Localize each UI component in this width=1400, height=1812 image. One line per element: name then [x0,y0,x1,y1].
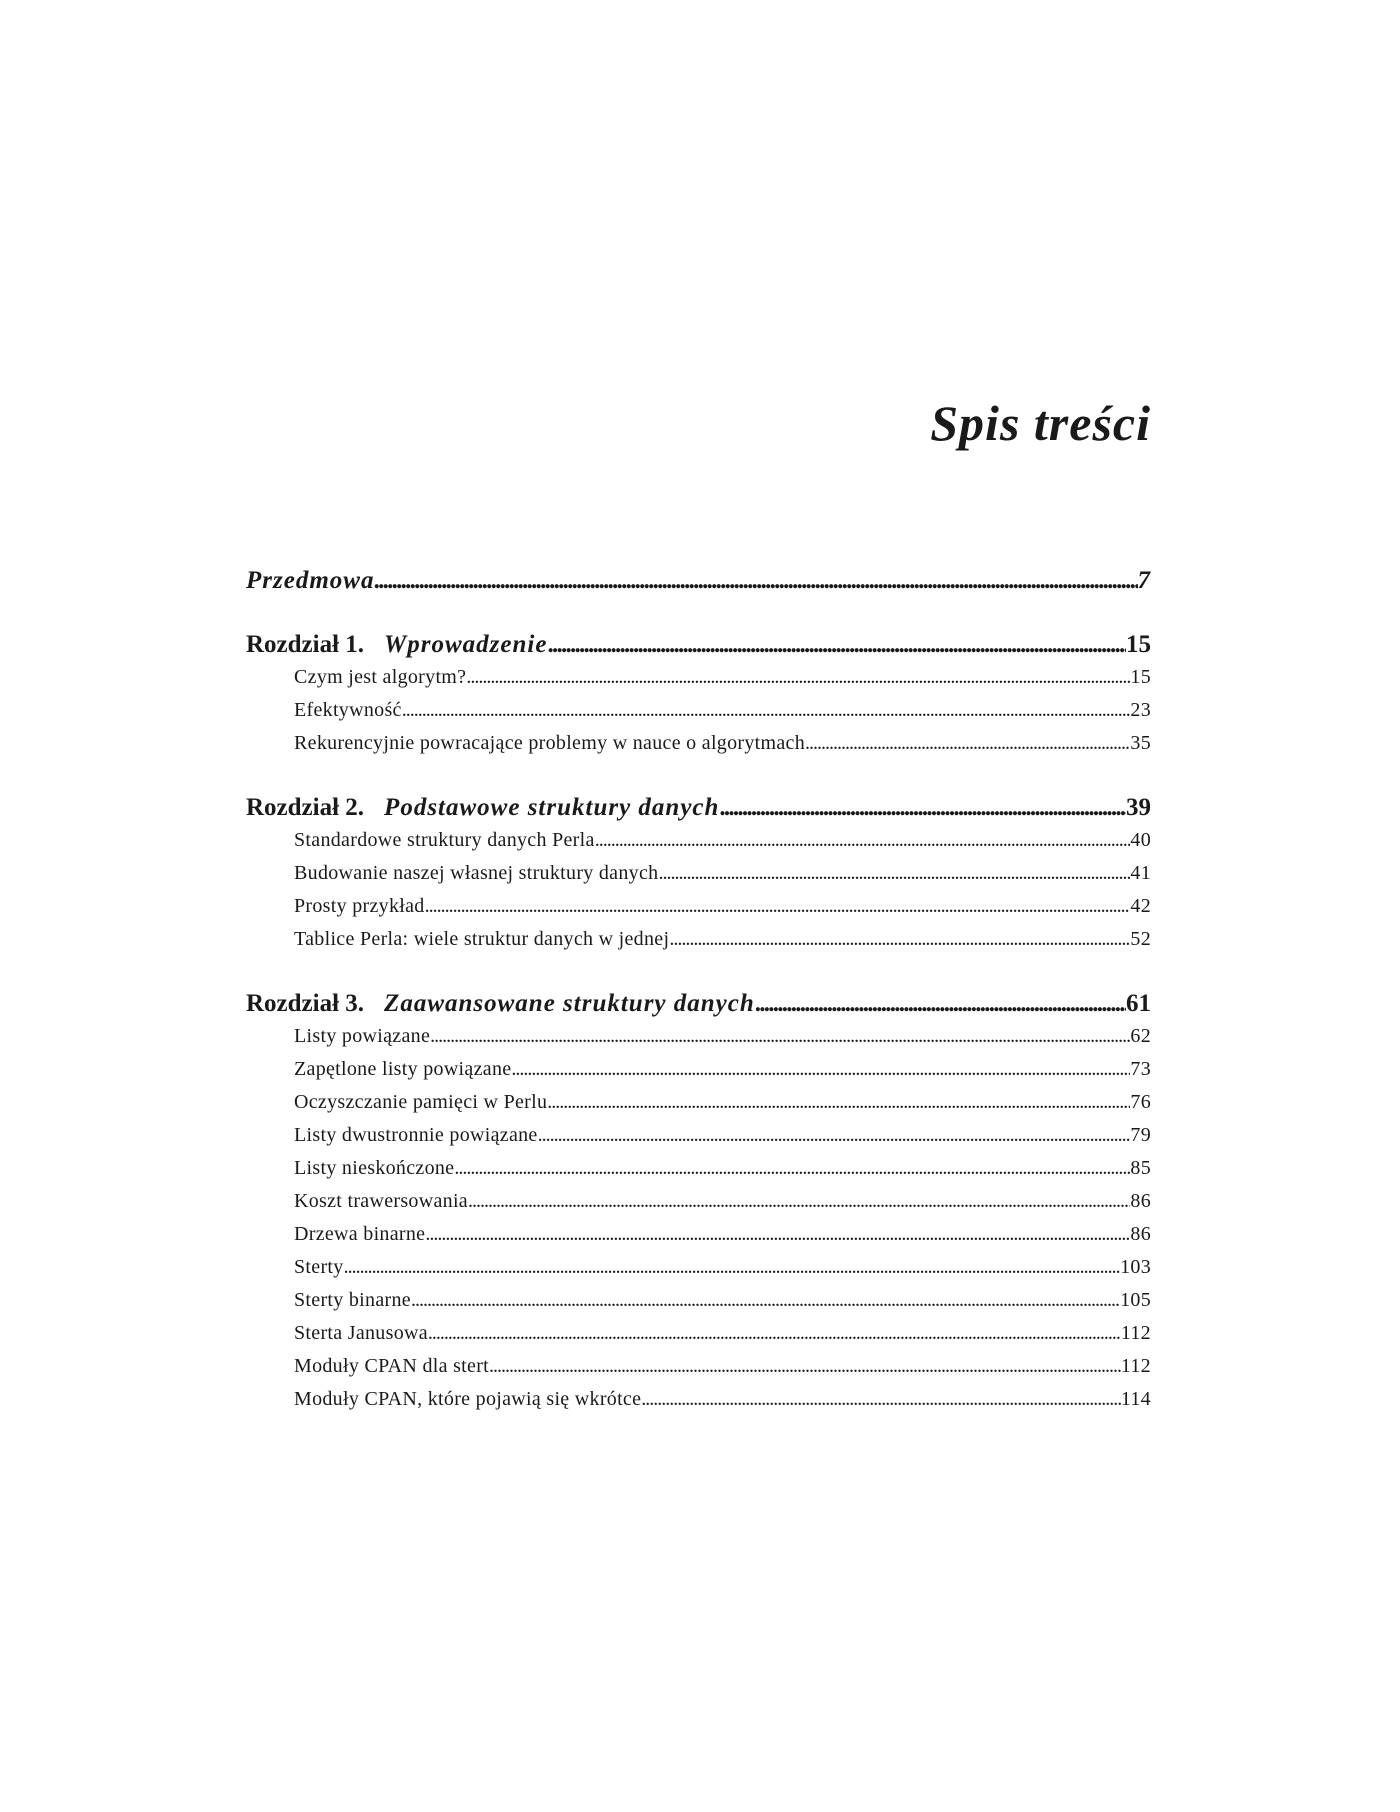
toc-entry-chapter[interactable] [246,791,1151,824]
toc-page-number: 40 [1130,829,1151,851]
toc-entry-label: Sterty [294,1256,344,1278]
toc-page-number: 86 [1130,1223,1151,1245]
toc-page-number: 76 [1130,1091,1151,1113]
toc-entry-label: Standardowe struktury danych Perla [294,829,595,851]
dot-leader [658,857,1130,890]
chapter-title: Podstawowe struktury danych [384,794,720,821]
toc-entry-section[interactable] [246,1284,1151,1317]
toc-page-number: 103 [1120,1256,1151,1278]
toc-entry-section[interactable] [246,923,1151,956]
toc-page-number: 35 [1130,732,1151,754]
toc-entry-label: Oczyszczanie pamięci w Perlu [294,1091,548,1113]
toc-page-number: 61 [1126,990,1151,1017]
toc-page-number: 23 [1130,699,1151,721]
toc-page-number: 15 [1130,666,1151,688]
toc-entry-label: Sterta Janusowa [294,1322,428,1344]
dot-leader [805,727,1130,760]
dot-leader [411,1284,1120,1317]
toc-entry-section[interactable] [246,1086,1151,1119]
toc-entry-label: Tablice Perla: wiele struktur danych w jednej [294,928,670,950]
dot-leader [454,1152,1130,1185]
toc-page-number: 105 [1120,1289,1151,1311]
page-title: Spis treści [930,395,1151,451]
toc-page-number: 86 [1130,1190,1151,1212]
toc-entry-section[interactable] [246,694,1151,727]
toc-page-number: 42 [1130,895,1151,917]
toc-entry-section[interactable] [246,1218,1151,1251]
toc-page-number: 85 [1130,1157,1151,1179]
toc-entry-label: Rekurencyjnie powracające problemy w nauce o algorytmach [294,732,806,754]
toc-page-number: 7 [1137,567,1151,594]
toc-entry-label: Prosty przykład [294,895,425,917]
dot-leader [595,824,1131,857]
toc-entry-label: Moduły CPAN dla stert [294,1355,490,1377]
toc-entry-section[interactable] [246,1185,1151,1218]
chapter-number: Rozdział 1. [246,631,365,658]
dot-leader [719,791,1126,824]
dot-leader [466,661,1130,694]
toc-entry-label: Czym jest algorytm? [294,666,467,688]
toc-entry-label: Sterty binarne [294,1289,411,1311]
toc-page-number: 62 [1130,1025,1151,1047]
dot-leader [374,564,1137,597]
toc-entry-section[interactable] [246,857,1151,890]
toc-entry-label: Zapętlone listy powiązane [294,1058,512,1080]
toc-entry-label: Budowanie naszej własnej struktury danych [294,862,659,884]
dot-leader [425,890,1131,923]
dot-leader [402,694,1131,727]
toc-page-number: 112 [1120,1322,1151,1344]
dot-leader [425,1218,1130,1251]
dot-leader [344,1251,1121,1284]
dot-leader [511,1053,1130,1086]
dot-leader [641,1383,1121,1416]
toc-entry-label: Przedmowa [246,567,375,594]
dot-leader [538,1119,1131,1152]
toc-page-number: 73 [1130,1058,1151,1080]
toc-entry-section[interactable] [246,727,1151,760]
toc-entry-chapter[interactable] [246,987,1151,1020]
dot-leader [428,1317,1121,1350]
toc-page-number: 41 [1130,862,1151,884]
toc-page-number: 114 [1120,1388,1151,1410]
chapter-number: Rozdział 2. [246,794,365,821]
toc-page-number: 112 [1120,1355,1151,1377]
dot-leader [547,1086,1130,1119]
dot-leader [755,987,1126,1020]
toc-entry-section[interactable] [246,1152,1151,1185]
toc-entry-section[interactable] [246,1020,1151,1053]
toc-entry-preface[interactable] [246,564,1151,597]
toc-entry-section[interactable] [246,824,1151,857]
dot-leader [430,1020,1130,1053]
toc-entry-label: Listy dwustronnie powiązane [294,1124,538,1146]
toc-page-number: 39 [1126,794,1151,821]
toc-entry-label: Moduły CPAN, które pojawią się wkrótce [294,1388,642,1410]
toc-entry-section[interactable] [246,1119,1151,1152]
toc-entry-section[interactable] [246,1053,1151,1086]
dot-leader [669,923,1130,956]
chapter-title: Wprowadzenie [384,631,548,658]
dot-leader [489,1350,1121,1383]
toc-page-number: 15 [1126,631,1151,658]
toc-entry-section[interactable] [246,1251,1151,1284]
toc-entry-section[interactable] [246,661,1151,694]
toc-entry-section[interactable] [246,1317,1151,1350]
toc-entry-section[interactable] [246,890,1151,923]
toc-page-number: 52 [1130,928,1151,950]
chapter-number: Rozdział 3. [246,990,365,1017]
toc-entry-section[interactable] [246,1350,1151,1383]
table-of-contents [246,564,1151,1416]
dot-leader [468,1185,1130,1218]
toc-entry-chapter[interactable] [246,628,1151,661]
dot-leader [547,628,1126,661]
toc-entry-label: Listy powiązane [294,1025,431,1047]
toc-entry-label: Efektywność [294,699,402,721]
toc-entry-label: Koszt trawersowania [294,1190,468,1212]
chapter-title: Zaawansowane struktury danych [384,990,755,1017]
toc-entry-section[interactable] [246,1383,1151,1416]
toc-page-number: 79 [1130,1124,1151,1146]
toc-entry-label: Drzewa binarne [294,1223,426,1245]
toc-entry-label: Listy nieskończone [294,1157,455,1179]
